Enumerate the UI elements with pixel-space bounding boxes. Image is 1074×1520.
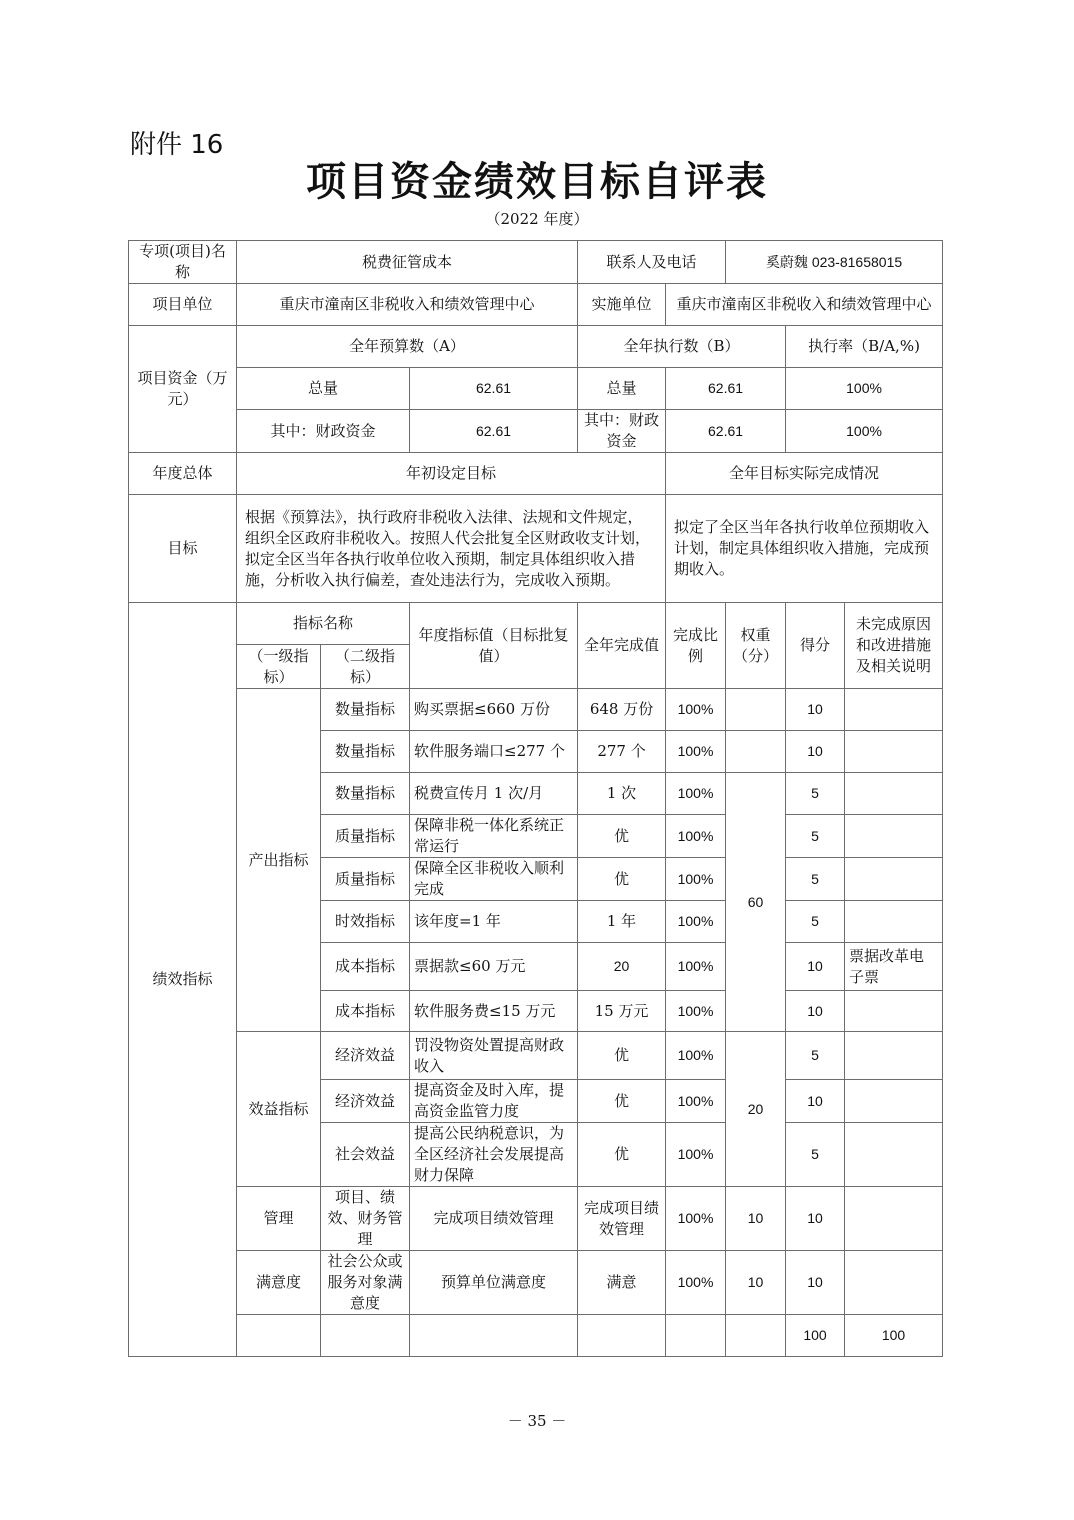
total-empty [410,1315,578,1357]
output-actual: 优 [578,858,666,901]
benefit-actual: 优 [578,1080,666,1123]
output-l2: 质量指标 [321,815,410,858]
benefit-ratio: 100% [666,1032,726,1080]
benefit-weight: 20 [726,1032,786,1187]
output-target: 购买票据≤660 万份 [410,689,578,731]
output-score: 10 [786,943,845,991]
evaluation-table [128,240,943,1357]
project-unit: 重庆市潼南区非税收入和绩效管理中心 [237,284,578,326]
output-score: 5 [786,858,845,901]
benefit-l2: 经济效益 [321,1080,410,1123]
benefit-ratio: 100% [666,1123,726,1187]
benefit-target: 提高公民纳税意识，为全区经济社会发展提高财力保障 [410,1123,578,1187]
output-ratio: 100% [666,858,726,901]
page-title: 项目资金绩效目标自评表 [306,158,768,205]
benefit-actual: 优 [578,1123,666,1187]
output-target: 该年度=1 年 [410,901,578,943]
fiscal-rate: 100% [786,410,943,453]
benefit-target: 罚没物资处置提高财政收入 [410,1032,578,1080]
mgmt-ratio: 100% [666,1187,726,1251]
output-target: 软件服务端口≤277 个 [410,731,578,773]
output-ratio: 100% [666,815,726,858]
fiscal-exec-label: 其中：财政资金 [578,410,666,453]
benefit-note [845,1080,943,1123]
mgmt-weight: 10 [726,1187,786,1251]
total-rate: 100% [786,368,943,410]
output-l2: 质量指标 [321,858,410,901]
output-note [845,991,943,1032]
satis-l2: 社会公众或服务对象满意度 [321,1251,410,1315]
benefit-note [845,1032,943,1080]
attachment-label: 附件 16 [130,130,224,160]
output-l2: 成本指标 [321,991,410,1032]
output-note [845,858,943,901]
output-note [845,773,943,815]
benefit-score: 5 [786,1123,845,1187]
output-ratio: 100% [666,943,726,991]
level1-header: （一级指标） [237,645,321,689]
set-goal-text: 根据《预算法》，执行政府非税收入法律、法规和文件规定，组织全区政府非税收入。按照人代会批复全区财政收支计划，拟定全区当年各执行收单位收入预期，制定具体组织收入措施，分析收入执行偏差，查处违法行为，完成收入预期。 [237,495,666,603]
impl-unit: 重庆市潼南区非税收入和绩效管理中心 [666,284,943,326]
output-l2: 数量指标 [321,731,410,773]
output-l2: 时效指标 [321,901,410,943]
mgmt-note [845,1187,943,1251]
fiscal-budget: 62.61 [410,410,578,453]
project-name-label: 专项(项目)名称 [129,241,237,284]
output-ratio: 100% [666,773,726,815]
indicator-name-header: 指标名称 [237,603,410,645]
output-target: 票据款≤60 万元 [410,943,578,991]
indicators-label: 绩效指标 [129,603,237,1357]
mgmt-score: 10 [786,1187,845,1251]
output-actual: 648 万份 [578,689,666,731]
level2-header: （二级指标） [321,645,410,689]
total-budget-label: 总量 [237,368,410,410]
output-actual: 1 次 [578,773,666,815]
satis-score: 10 [786,1251,845,1315]
satis-ratio: 100% [666,1251,726,1315]
score-header: 得分 [786,603,845,689]
output-score: 10 [786,991,845,1032]
year-label: （2022 年度） [485,210,589,228]
output-note [845,901,943,943]
impl-unit-label: 实施单位 [578,284,666,326]
output-l2: 成本指标 [321,943,410,991]
output-weight-empty [726,689,786,731]
benefit-l2: 经济效益 [321,1032,410,1080]
funds-label: 项目资金（万元） [129,326,237,453]
benefit-target: 提高资金及时入库，提高资金监管力度 [410,1080,578,1123]
output-l2: 数量指标 [321,773,410,815]
total-empty [578,1315,666,1357]
total-empty [666,1315,726,1357]
overall-label: 年度总体 [129,453,237,495]
output-ratio: 100% [666,901,726,943]
output-actual: 1 年 [578,901,666,943]
output-target: 保障全区非税收入顺利完成 [410,858,578,901]
output-weight: 60 [726,773,786,1032]
satis-note [845,1251,943,1315]
output-ratio: 100% [666,991,726,1032]
satis-weight: 10 [726,1251,786,1315]
rate-label: 执行率（B/A,%) [786,326,943,368]
output-actual: 277 个 [578,731,666,773]
output-weight-empty [726,731,786,773]
benefit-ratio: 100% [666,1080,726,1123]
output-note: 票据改革电子票 [845,943,943,991]
project-name: 税费征管成本 [237,241,578,284]
ratio-header: 完成比例 [666,603,726,689]
actual-header: 全年完成值 [578,603,666,689]
benefit-note [845,1123,943,1187]
actual-goal-label: 全年目标实际完成情况 [666,453,943,495]
total-empty [726,1315,786,1357]
total-budget: 62.61 [410,368,578,410]
total-exec-label: 总量 [578,368,666,410]
output-note [845,689,943,731]
total-empty [237,1315,321,1357]
total-score: 100 [845,1315,943,1357]
output-note [845,731,943,773]
output-actual: 15 万元 [578,991,666,1032]
total-exec: 62.61 [666,368,786,410]
contact-label: 联系人及电话 [578,241,726,284]
output-score: 5 [786,773,845,815]
total-weight: 100 [786,1315,845,1357]
budget-label: 全年预算数（A） [237,326,578,368]
satis-l1: 满意度 [237,1251,321,1315]
output-note [845,815,943,858]
output-actual: 20 [578,943,666,991]
fiscal-budget-label: 其中：财政资金 [237,410,410,453]
benefit-actual: 优 [578,1032,666,1080]
project-unit-label: 项目单位 [129,284,237,326]
output-score: 5 [786,815,845,858]
benefit-l2: 社会效益 [321,1123,410,1187]
output-label: 产出指标 [237,689,321,1032]
exec-label: 全年执行数（B） [578,326,786,368]
output-score: 10 [786,689,845,731]
benefit-score: 10 [786,1080,845,1123]
set-goal-label: 年初设定目标 [237,453,666,495]
total-empty [321,1315,410,1357]
mgmt-target: 完成项目绩效管理 [410,1187,578,1251]
reason-header: 未完成原因和改进措施及相关说明 [845,603,943,689]
output-target: 税费宣传月 1 次/月 [410,773,578,815]
benefit-score: 5 [786,1032,845,1080]
output-actual: 优 [578,815,666,858]
satis-actual: 满意 [578,1251,666,1315]
contact-value: 奚蔚魏 023-81658015 [726,241,943,284]
mgmt-actual: 完成项目绩效管理 [578,1187,666,1251]
benefit-label: 效益指标 [237,1032,321,1187]
output-target: 保障非税一体化系统正常运行 [410,815,578,858]
page-number: － 35 － [507,1412,567,1430]
output-score: 10 [786,731,845,773]
output-l2: 数量指标 [321,689,410,731]
actual-goal-text: 拟定了全区当年各执行收单位预期收入计划，制定具体组织收入措施，完成预期收入。 [666,495,943,603]
fiscal-exec: 62.61 [666,410,786,453]
mgmt-l1: 管理 [237,1187,321,1251]
satis-target: 预算单位满意度 [410,1251,578,1315]
output-score: 5 [786,901,845,943]
target-header: 年度指标值（目标批复值） [410,603,578,689]
output-target: 软件服务费≤15 万元 [410,991,578,1032]
goal-label: 目标 [129,495,237,603]
output-ratio: 100% [666,731,726,773]
output-ratio: 100% [666,689,726,731]
mgmt-l2: 项目、绩效、财务管理 [321,1187,410,1251]
weight-header: 权重（分） [726,603,786,689]
